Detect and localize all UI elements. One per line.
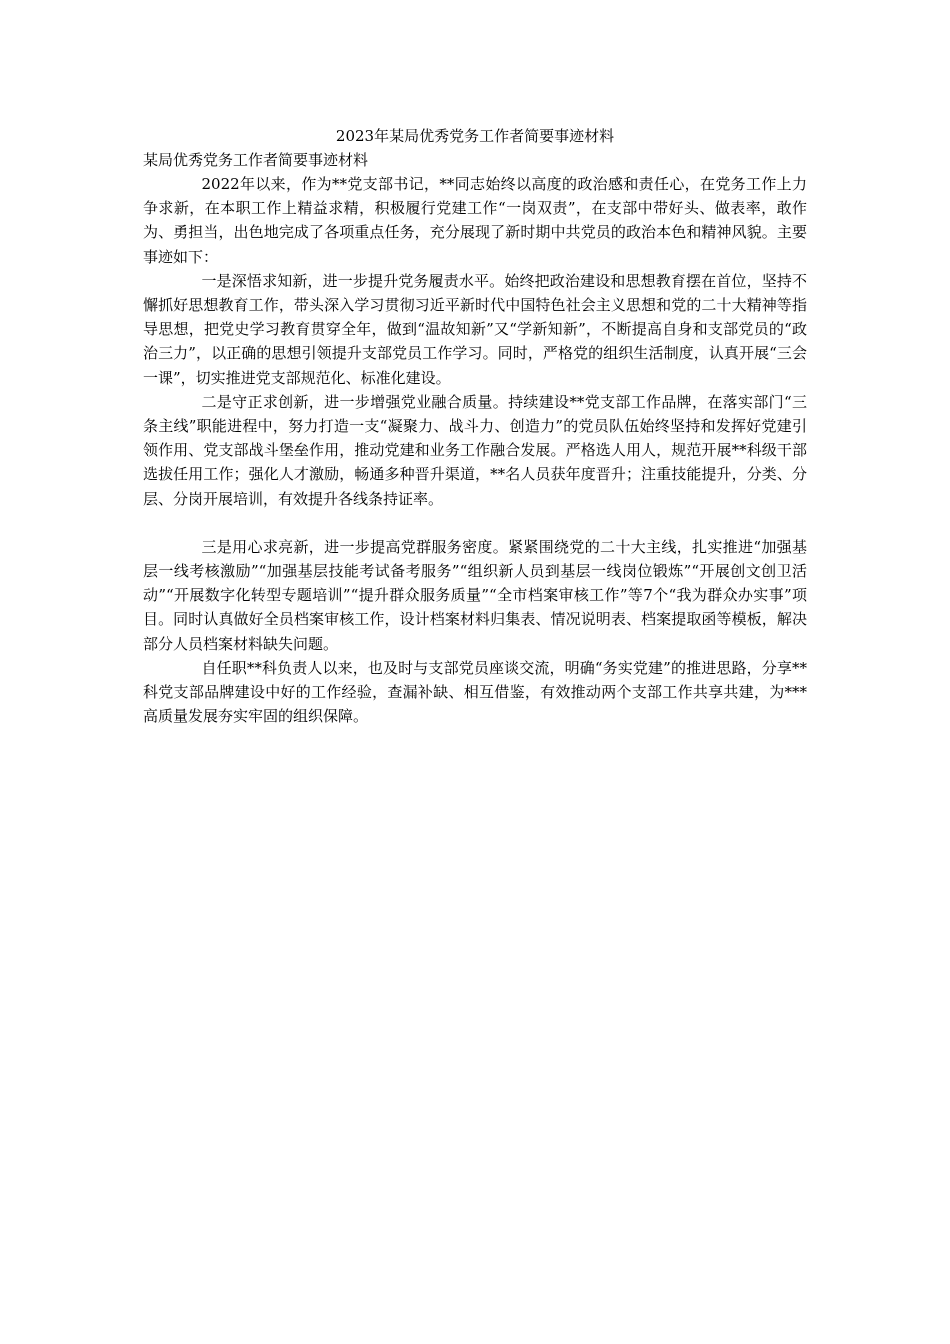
- paragraph-closing: 自任职**科负责人以来，也及时与支部党员座谈交流，明确“务实党建”的推进思路，分享**科党支部品牌建设中好的工作经验，查漏补缺、相互借鉴，有效推动两个支部工作共享共建，为***高质量发展夯实牢固的组织保障。: [143, 658, 807, 726]
- paragraph-point-three: 三是用心求亮新，进一步提高党群服务密度。紧紧围绕党的二十大主线，扎实推进“加强基层一线考核激励”“加强基层技能考试备考服务”“组织新人员到基层一线岗位锻炼”“开展创文创卫活动”“开展数字化转型专题培训”“提升群众服务质量”“全市档案审核工作”等7个“我为群众办实事”项目。同时认真做好全员档案审核工作，设计档案材料归集表、情况说明表、档案提取函等模板，解决部分人员档案材料缺失问题。: [143, 537, 807, 653]
- document-subtitle: 某局优秀党务工作者简要事迹材料: [143, 151, 369, 169]
- paragraph-intro: 2022年以来，作为**党支部书记，**同志始终以高度的政治感和责任心，在党务工作上力争求新，在本职工作上精益求精，积极履行党建工作“一岗双责”，在支部中带好头、做表率，敢作为、勇担当，出色地完成了各项重点任务，充分展现了新时期中共党员的政治本色和精神风貌。主要事迹如下：: [143, 175, 807, 266]
- paragraph-point-one: 一是深悟求知新，进一步提升党务履责水平。始终把政治建设和思想教育摆在首位，坚持不懈抓好思想教育工作，带头深入学习贯彻习近平新时代中国特色社会主义思想和党的二十大精神等指导思想，把党史学习教育贯穿全年，做到“温故知新”又“学新知新”，不断提高自身和支部党员的“政治三力”，以正确的思想引领提升支部党员工作学习。同时，严格党的组织生活制度，认真开展“三会一课”，切实推进党支部规范化、标准化建设。: [143, 271, 807, 387]
- document-page: [143, 124, 807, 728]
- paragraph-point-two: 二是守正求创新，进一步增强党业融合质量。持续建设**党支部工作品牌，在落实部门“三条主线”职能进程中，努力打造一支“凝聚力、战斗力、创造力”的党员队伍始终坚持和发挥好党建引领作用、党支部战斗堡垒作用，推动党建和业务工作融合发展。严格选人用人，规范开展**科级干部选拔任用工作；强化人才激励，畅通多种晋升渠道，**名人员获年度晋升；注重技能提升，分类、分层、分岗开展培训，有效提升各线条持证率。: [143, 392, 807, 508]
- paragraph-spacer: [143, 511, 807, 535]
- document-title: 2023年某局优秀党务工作者简要事迹材料: [335, 127, 615, 145]
